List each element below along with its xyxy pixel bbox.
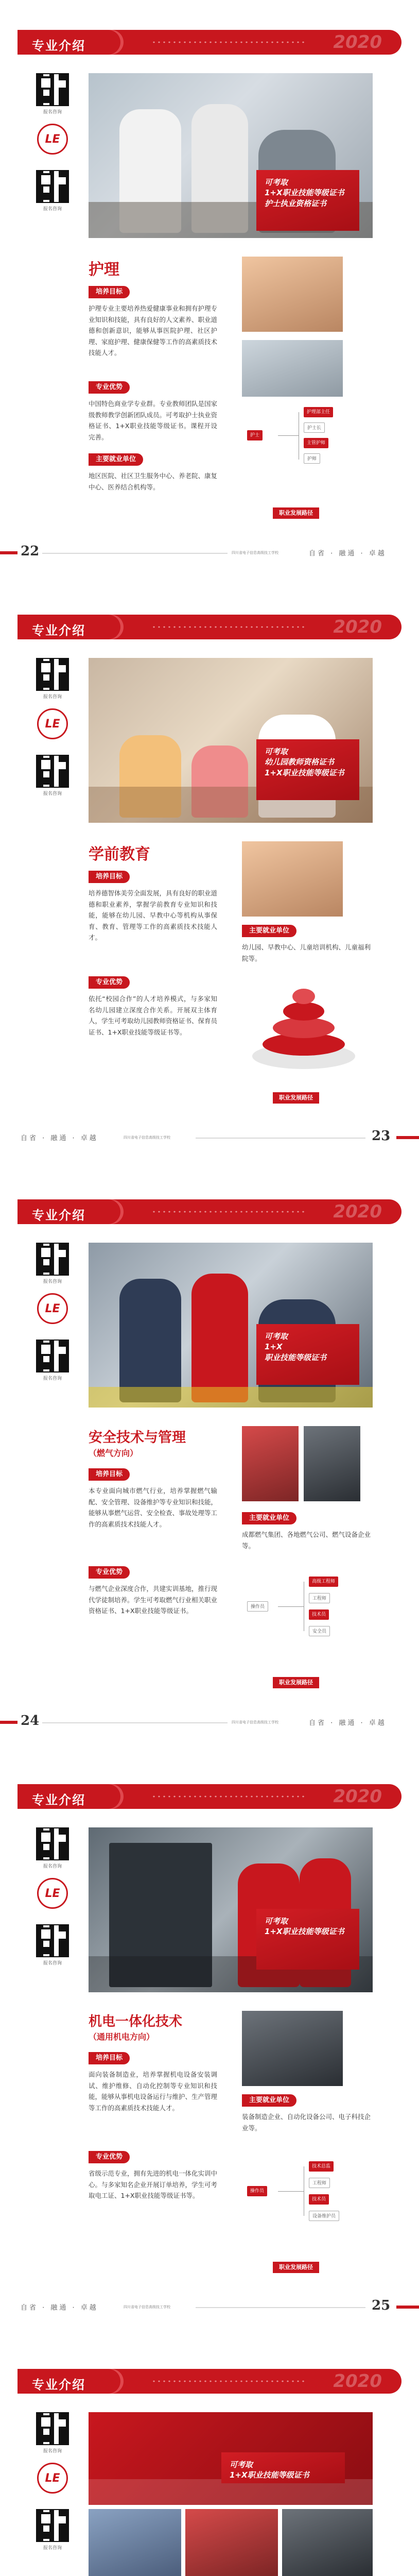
page-number: 22 [21,544,40,559]
section-text: 幼儿园、早教中心、儿童培训机构、儿童福利院等。 [242,943,371,962]
qr-caption: 报名咨询 [43,791,62,796]
section-text: 护理专业主要培养热爱健康事业和拥有护理专业知识和技能，具有良好的人文素养、职业道德和创新意识，能够从事医院护理、社区护理、家庭护理、健康保健等工作的高素质技术技能人才。 [89,304,218,357]
header-tag: 专业介绍 [32,623,85,638]
major-title: 安全技术与管理 [89,1430,186,1446]
career-pyramid-diagram [252,981,355,1074]
side-photo [242,257,343,332]
page-number: 23 [372,1128,391,1144]
qr-code-icon [36,1924,69,1957]
section-header [18,1784,401,1809]
header-tag: 专业介绍 [32,1793,85,1807]
qr-caption: 报名咨询 [43,2546,62,2551]
certificate-overlay: 可考取 幼儿园教师资格证书 1+X职业技能等级证书 [256,739,359,800]
section-label: 主要就业单位 [89,453,143,466]
section-text: 地区医院、社区卫生服务中心、养老院、康复中心、医养结合机构等。 [89,472,218,491]
school-logo: LE [37,708,68,739]
qr-code-icon [36,2412,69,2445]
section-header [18,1199,401,1224]
school-logo: LE [37,2463,68,2494]
flow-caption: 职业发展路径 [273,2262,319,2273]
major-title: 学前教育 [89,845,150,863]
section-label: 培养目标 [89,871,130,883]
brochure-page-24 [0,1170,419,1754]
flow-caption: 职业发展路径 [273,1092,319,1104]
major-subtitle: （通用机电方向） [89,2032,155,2042]
qr-caption: 报名咨询 [43,2449,62,2454]
section-label: 培养目标 [89,1468,130,1481]
footer-motto: 自省 · 融通 · 卓越 [309,550,387,557]
qr-code-icon [36,73,69,106]
qr-caption: 报名咨询 [43,1279,62,1284]
section-text: 面向装备制造业，培养掌握机电设备安装调试、维护维修、自动化控制等专业知识和技能，能够从事机电设备运行与维护、生产管理等工作的高素质技术技能人才。 [89,2071,218,2112]
header-year: 2020 [333,1786,382,1807]
header-year: 2020 [333,2371,382,2392]
qr-caption: 报名咨询 [43,1961,62,1966]
career-flow-diagram: 护理部主任 护士长 主管护师 护师 护士 [247,407,360,505]
header-year: 2020 [333,617,382,637]
qr-code-icon [36,755,69,788]
section-text: 培养德智体美劳全面发展，具有良好的职业道德和职业素养，掌握学前教育专业知识和技能，能够在幼儿园、早教中心等机构从事保育、教育、管理等工作的高素质技术技能人才。 [89,889,218,941]
section-label: 主要就业单位 [242,1512,296,1524]
side-photo [242,2011,343,2086]
footer-school: 四川省电子信息高级技工学校 [232,551,278,555]
certificate-overlay: 可考取 1+X职业技能等级证书 [256,1909,359,1970]
qr-code-icon [36,658,69,691]
side-photo [89,2509,181,2576]
side-photo [282,2509,373,2576]
qr-code-icon [36,170,69,203]
qr-code-icon [36,1340,69,1372]
section-header [18,30,401,55]
side-photo [242,340,343,397]
major-subtitle: （燃气方向） [89,1448,138,1458]
qr-code-icon [36,1827,69,1860]
qr-caption: 报名咨询 [43,110,62,115]
section-text: 本专业面向城市燃气行业，培养掌握燃气输配、安全管理、设备维护等专业知识和技能，能够从事燃气运营、安全检查、事故处理等工作的高素质技术技能人才。 [89,1487,218,1528]
section-header [18,2369,401,2394]
section-label: 主要就业单位 [242,925,296,937]
certificate-overlay: 可考取 1+X职业技能等级证书 [221,2452,345,2483]
section-text: 省级示范专业，拥有先进的机电一体化实训中心。与多家知名企业开展订单培养，学生可考取电工证、1+X职业技能等级证书等。 [89,2170,218,2199]
school-logo: LE [37,124,68,155]
flow-caption: 职业发展路径 [273,1677,319,1688]
brochure-page-23 [0,585,419,1170]
qr-caption: 报名咨询 [43,1864,62,1869]
school-logo: LE [37,1878,68,1909]
header-year: 2020 [333,32,382,53]
header-tag: 专业介绍 [32,39,85,53]
qr-caption: 报名咨询 [43,1376,62,1381]
footer-school: 四川省电子信息高级技工学校 [232,1720,278,1724]
dot-pattern [151,40,306,44]
section-text: 中国特色商业学专业群。专业教师团队是国家级教师教学创新团队成员。可考取护士执业资格证书、1+X职业技能等级证书。课程开设完善。 [89,400,218,441]
section-text: 装备制造企业、自动化设备公司、电子科技企业等。 [242,2113,371,2132]
career-flow-diagram: 高级工程师 工程师 技术员 安全员 操作员 [247,1577,360,1674]
footer-motto: 自省 · 融通 · 卓越 [21,1134,98,1142]
page-number: 24 [21,1713,40,1728]
side-photo [242,1426,299,1501]
footer-school: 四川省电子信息高级技工学校 [124,1136,170,1140]
major-title: 机电一体化技术 [89,2014,183,2029]
section-label: 专业优势 [89,381,130,394]
section-text: 依托“校园合作”的人才培养模式，与多家知名幼儿园建立深度合作关系。开展双主体育人，学生可考取幼儿园教师资格证书、保育员证书、1+X职业技能等级证书等。 [89,995,218,1036]
page-number: 25 [372,2298,391,2313]
qr-code-icon [36,2509,69,2542]
brochure-page-25 [0,1754,419,2339]
footer-motto: 自省 · 融通 · 卓越 [21,2304,98,2312]
certificate-overlay: 可考取 1+X 职业技能等级证书 [256,1324,359,1385]
side-photo [185,2509,278,2576]
qr-caption: 报名咨询 [43,694,62,700]
flow-caption: 职业发展路径 [273,507,319,519]
certificate-overlay: 可考取 1+X职业技能等级证书 护士执业资格证书 [256,170,359,231]
major-title: 护理 [89,261,119,279]
section-label: 主要就业单位 [242,2094,296,2107]
section-header [18,615,401,639]
section-label: 培养目标 [89,286,130,298]
header-tag: 专业介绍 [32,2378,85,2392]
section-label: 培养目标 [89,2052,130,2064]
qr-caption: 报名咨询 [43,207,62,212]
section-label: 专业优势 [89,976,130,989]
footer-motto: 自省 · 融通 · 卓越 [309,1719,387,1727]
brochure-page-26 [0,2339,419,2576]
section-label: 专业优势 [89,1566,130,1579]
school-logo: LE [37,1293,68,1324]
header-year: 2020 [333,1201,382,1222]
side-photo [304,1426,360,1501]
header-tag: 专业介绍 [32,1208,85,1223]
section-text: 与燃气企业深度合作，共建实训基地，推行现代学徒制培养。学生可考取燃气行业相关职业资格证书、1+X职业技能等级证书。 [89,1585,218,1615]
footer-school: 四川省电子信息高级技工学校 [124,2305,170,2309]
side-photo [242,841,343,917]
section-label: 专业优势 [89,2151,130,2163]
section-text: 成都燃气集团、各地燃气公司、燃气设备企业等。 [242,1531,371,1550]
qr-code-icon [36,1243,69,1276]
brochure-page-22 [0,0,419,585]
career-flow-diagram: 技术总监 工程师 技术员 设备维护员 操作员 [247,2161,360,2259]
